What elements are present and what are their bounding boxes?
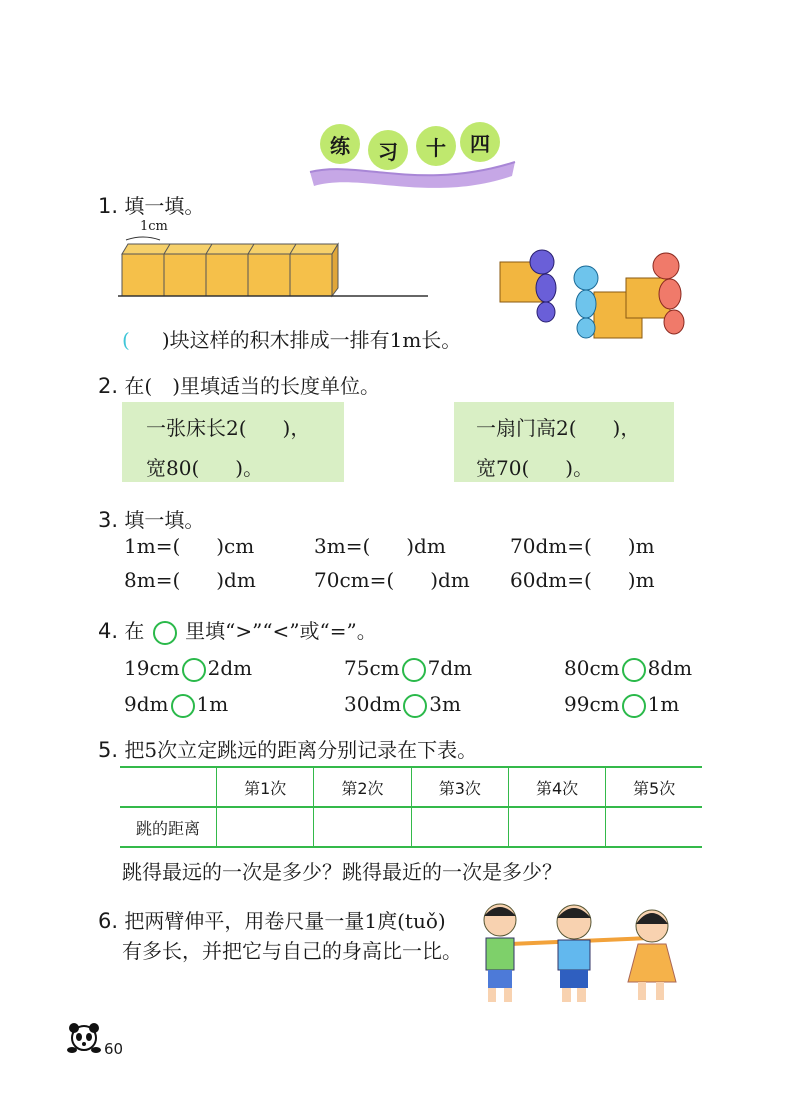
q5-number: 5. bbox=[98, 738, 119, 762]
children-measuring-illustration bbox=[470, 898, 700, 1010]
q2-right-line1-a: 一扇门高2( bbox=[476, 416, 577, 440]
table-header-row bbox=[120, 767, 702, 807]
q4-prompt-a: 在 bbox=[124, 619, 145, 643]
q6-line2: 有多长，并把它与自己的身高比一比。 bbox=[122, 939, 462, 963]
q4-item-1-a: 19cm bbox=[124, 656, 180, 680]
jump-distance-table bbox=[120, 766, 702, 848]
table-header-cell: 第4次 bbox=[508, 767, 605, 807]
q4-number: 4. bbox=[98, 619, 119, 643]
table-cell-4[interactable] bbox=[508, 807, 605, 847]
q3-prompt: 填一填。 bbox=[124, 508, 205, 532]
q4-circle-1[interactable] bbox=[182, 658, 206, 682]
q2-prompt-a: 在( bbox=[124, 374, 153, 398]
q3-item-4 bbox=[124, 568, 256, 592]
title-char-3: 十 bbox=[416, 126, 456, 166]
q4-item-5-a: 30dm bbox=[344, 692, 402, 716]
q4-item-4-b: 1m bbox=[196, 692, 229, 716]
q3-item-1 bbox=[124, 534, 254, 558]
table-cell-5[interactable] bbox=[606, 807, 702, 847]
q2-right-line1 bbox=[476, 412, 640, 441]
q4-item-2-b: 7dm bbox=[427, 656, 473, 680]
q3-item-3-b: )m bbox=[627, 534, 655, 558]
q4-circle-2[interactable] bbox=[402, 658, 426, 682]
q6-line1-text: 把两臂伸平，用卷尺量一量1庹(tuǒ) bbox=[124, 909, 446, 933]
q2-left-line1-b: )， bbox=[282, 416, 311, 440]
ants-carrying-blocks-illustration bbox=[494, 232, 704, 350]
q3-heading bbox=[98, 504, 204, 533]
q1-heading bbox=[98, 190, 204, 219]
blocks-illustration bbox=[118, 230, 438, 302]
q1-prompt: 填一填。 bbox=[124, 194, 205, 218]
table-row bbox=[120, 807, 702, 847]
table-row-label: 跳的距离 bbox=[120, 807, 217, 847]
q4-item-2-a: 75cm bbox=[344, 656, 400, 680]
q6-number: 6. bbox=[98, 909, 119, 933]
q2-right-line2-a: 宽70( bbox=[476, 456, 530, 480]
q1-answer-line bbox=[122, 324, 461, 353]
q3-item-5-b: )dm bbox=[430, 568, 470, 592]
page-number: 60 bbox=[104, 1040, 124, 1058]
q3-item-2-a: 3m=( bbox=[314, 534, 371, 558]
table-header-cell: 第3次 bbox=[411, 767, 508, 807]
q3-item-4-a: 8m=( bbox=[124, 568, 181, 592]
title-char-2: 习 bbox=[368, 130, 408, 170]
q2-left-line2-a: 宽80( bbox=[146, 456, 200, 480]
q3-item-6 bbox=[510, 568, 655, 592]
q4-heading bbox=[98, 615, 377, 645]
q3-item-3 bbox=[510, 534, 655, 558]
q3-item-2 bbox=[314, 534, 446, 558]
q3-item-5 bbox=[314, 568, 470, 592]
q2-right-line1-b: )， bbox=[612, 416, 641, 440]
title-char-4: 四 bbox=[460, 122, 500, 162]
q2-right-line2 bbox=[476, 452, 593, 481]
q4-prompt-circle bbox=[153, 621, 177, 645]
title-char-1: 练 bbox=[320, 124, 360, 164]
q3-item-5-a: 70cm=( bbox=[314, 568, 395, 592]
q2-left-line2 bbox=[146, 452, 263, 481]
table-header-cell bbox=[120, 767, 217, 807]
q1-answer-text: )块这样的积木排成一排有1m长。 bbox=[161, 328, 462, 352]
q5-followup: 跳得最远的一次是多少？跳得最近的一次是多少？ bbox=[122, 860, 562, 884]
q4-circle-5[interactable] bbox=[403, 694, 427, 718]
q4-item-6 bbox=[564, 692, 679, 718]
q2-number: 2. bbox=[98, 374, 119, 398]
q3-item-3-a: 70dm=( bbox=[510, 534, 592, 558]
q2-left-line1 bbox=[146, 412, 310, 441]
q4-circle-4[interactable] bbox=[171, 694, 195, 718]
table-header-cell: 第2次 bbox=[314, 767, 411, 807]
q2-left-line2-b: )。 bbox=[235, 456, 264, 480]
q2-heading bbox=[98, 370, 380, 399]
q3-item-4-b: )dm bbox=[216, 568, 256, 592]
q4-item-1 bbox=[124, 656, 252, 682]
q1-number: 1. bbox=[98, 194, 119, 218]
q4-item-6-a: 99cm bbox=[564, 692, 620, 716]
q3-item-6-a: 60dm=( bbox=[510, 568, 592, 592]
q4-item-6-b: 1m bbox=[647, 692, 680, 716]
q4-item-1-b: 2dm bbox=[207, 656, 253, 680]
q5-heading bbox=[98, 734, 477, 763]
q2-prompt-b: )里填适当的长度单位。 bbox=[172, 374, 381, 398]
q4-item-5-b: 3m bbox=[429, 692, 461, 716]
q3-item-1-a: 1m=( bbox=[124, 534, 181, 558]
q3-item-1-b: )cm bbox=[216, 534, 255, 558]
q4-item-2 bbox=[344, 656, 472, 682]
q1-open-paren: ( bbox=[122, 328, 130, 352]
panda-icon bbox=[66, 1020, 106, 1056]
scale-label: 1cm bbox=[140, 219, 168, 234]
q6-line1 bbox=[98, 905, 446, 934]
q4-circle-3[interactable] bbox=[622, 658, 646, 682]
table-cell-1[interactable] bbox=[217, 807, 314, 847]
q4-item-3 bbox=[564, 656, 692, 682]
q3-item-2-b: )dm bbox=[406, 534, 446, 558]
q5-prompt: 把5次立定跳远的距离分别记录在下表。 bbox=[124, 738, 478, 762]
q4-item-3-a: 80cm bbox=[564, 656, 620, 680]
q4-circle-6[interactable] bbox=[622, 694, 646, 718]
q2-right-line2-b: )。 bbox=[565, 456, 594, 480]
table-cell-2[interactable] bbox=[314, 807, 411, 847]
q4-item-4-a: 9dm bbox=[124, 692, 169, 716]
title-banner bbox=[300, 112, 520, 192]
q3-item-6-b: )m bbox=[627, 568, 655, 592]
table-cell-3[interactable] bbox=[411, 807, 508, 847]
q4-prompt-b: 里填“>”“<”或“=”。 bbox=[185, 619, 377, 643]
table-header-cell: 第1次 bbox=[217, 767, 314, 807]
q3-number: 3. bbox=[98, 508, 119, 532]
table-header-cell: 第5次 bbox=[606, 767, 702, 807]
q4-item-4 bbox=[124, 692, 228, 718]
q2-left-line1-a: 一张床长2( bbox=[146, 416, 247, 440]
q4-item-5 bbox=[344, 692, 461, 718]
q4-item-3-b: 8dm bbox=[647, 656, 693, 680]
